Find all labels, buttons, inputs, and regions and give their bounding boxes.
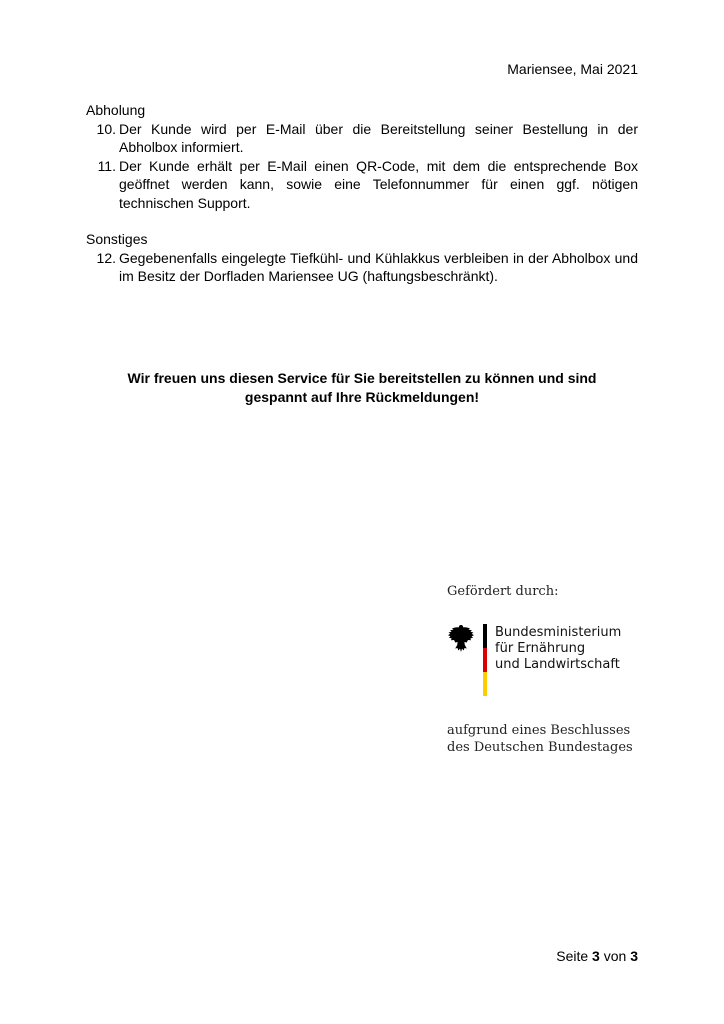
list-item-number: 11. xyxy=(97,157,116,174)
federal-eagle-icon xyxy=(447,624,475,654)
list-item-text: Der Kunde wird per E-Mail über die Bereitstellung seiner Bestellung in der Abholbox informiert. xyxy=(119,120,638,155)
list-item-number: 12. xyxy=(96,249,116,266)
ministry-name xyxy=(495,625,621,673)
flag-stripe-red xyxy=(483,648,487,672)
closing-statement xyxy=(86,369,638,407)
numbered-list xyxy=(86,120,638,213)
numbered-list xyxy=(86,249,638,286)
resolution-line: des Deutschen Bundestages xyxy=(447,740,633,755)
closing-line: gespannt auf Ihre Rückmeldungen! xyxy=(244,389,480,405)
document-body xyxy=(86,101,638,286)
section-title: Abholung xyxy=(86,102,146,118)
flag-stripe-black xyxy=(483,624,487,648)
section-sonstiges xyxy=(86,230,638,286)
current-page: 3 xyxy=(592,948,600,964)
list-item-number: 10. xyxy=(96,120,116,137)
list-item xyxy=(86,120,638,157)
section-title: Sonstiges xyxy=(86,231,148,247)
ministry-logo xyxy=(447,624,647,704)
list-item-text: Der Kunde erhält per E-Mail einen QR-Code, mit dem die entsprechende Box geöffnet werden kann, sowie eine Telefonnummer für einen ggf. nötigen technischen Support. xyxy=(119,157,638,211)
total-pages: 3 xyxy=(630,948,638,964)
ministry-name-line: für Ernährung xyxy=(495,641,586,656)
page-separator: von xyxy=(603,948,627,964)
list-item xyxy=(86,249,638,286)
bundestag-resolution xyxy=(447,722,633,756)
page-label: Seite xyxy=(556,948,589,964)
list-item-text: Gegebenenfalls eingelegte Tiefkühl- und Kühlakkus verbleiben in der Abholbox und im Besitz der Dorfladen Mariensee UG (haftungsbeschränkt). xyxy=(119,249,638,284)
section-abholung xyxy=(86,101,638,212)
page-number xyxy=(556,948,638,964)
resolution-line: aufgrund eines Beschlusses xyxy=(447,723,631,738)
german-flag-bar xyxy=(483,624,487,696)
ministry-name-line: und Landwirtschaft xyxy=(495,657,620,672)
closing-line: Wir freuen uns diesen Service für Sie bereitstellen zu können und sind xyxy=(127,370,597,386)
list-item xyxy=(86,157,638,213)
flag-stripe-gold xyxy=(483,672,487,696)
document-date: Mariensee, Mai 2021 xyxy=(507,61,638,77)
funded-by-label: Gefördert durch: xyxy=(447,584,559,599)
ministry-name-line: Bundesministerium xyxy=(495,625,622,640)
